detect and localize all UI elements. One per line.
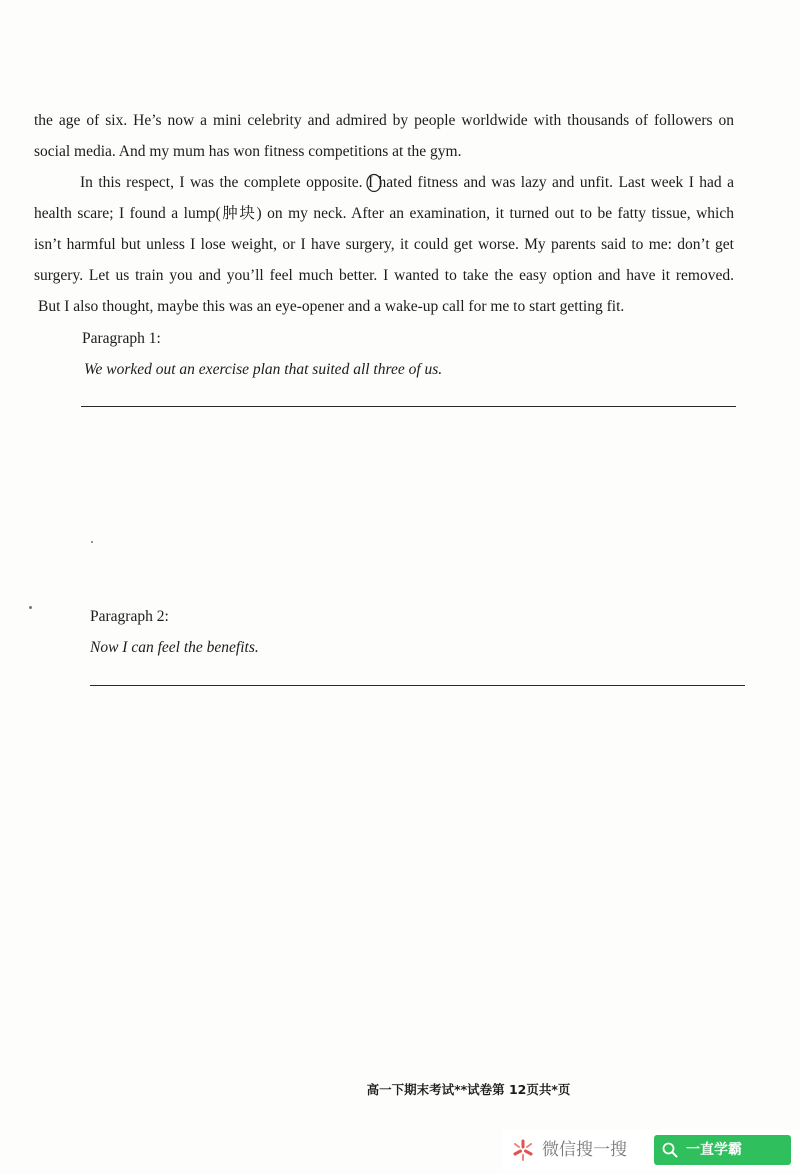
passage-line-1: the age of six. He’s now a mini celebrity and admired by people worldwide with thousands of followers on [34,112,734,129]
paragraph-1-label: Paragraph 1: [82,330,161,347]
passage-line-7: But I also thought, maybe this was an eye-opener and a wake-up call for me to start getting fit. [38,298,625,315]
watermark-search-label: 一直学霸 [686,1142,742,1158]
paragraph-2-answer-line[interactable] [90,685,745,686]
magnifier-icon [662,1142,678,1158]
paragraph-2-label: Paragraph 2: [90,608,169,625]
pen-circle-mark [364,172,384,194]
passage-line-2: social media. And my mum has won fitness competitions at the gym. [34,143,462,160]
passage-line-6: surgery. Let us train you and you’ll feel much better. I wanted to take the easy option and have it removed. [34,267,734,284]
page-footer: 高一下期末考试**试卷第 12页共*页 [366,1082,571,1097]
passage-line-4: health scare; I found a lump(肿块) on my neck. After an examination, it turned out to be fatty tissue, which [34,205,734,222]
watermark-bar [502,1130,800,1170]
scan-speck [29,606,32,609]
scan-speck [91,541,93,543]
paragraph-2-prompt: Now I can feel the benefits. [90,639,259,656]
watermark-search-button[interactable] [654,1135,791,1165]
paragraph-1-prompt: We worked out an exercise plan that suited all three of us. [84,361,443,378]
wechat-search-logo-icon [510,1137,536,1163]
passage-line-3: In this respect, I was the complete opposite. I hated fitness and was lazy and unfit. Last week I had a [80,174,734,191]
paragraph-1-answer-line[interactable] [81,406,736,407]
passage-line-5: isn’t harmful but unless I lose weight, or I have surgery, it could get worse. My parents said to me: don’t get [34,236,734,253]
watermark-brand-text: 微信搜一搜 [542,1140,627,1160]
